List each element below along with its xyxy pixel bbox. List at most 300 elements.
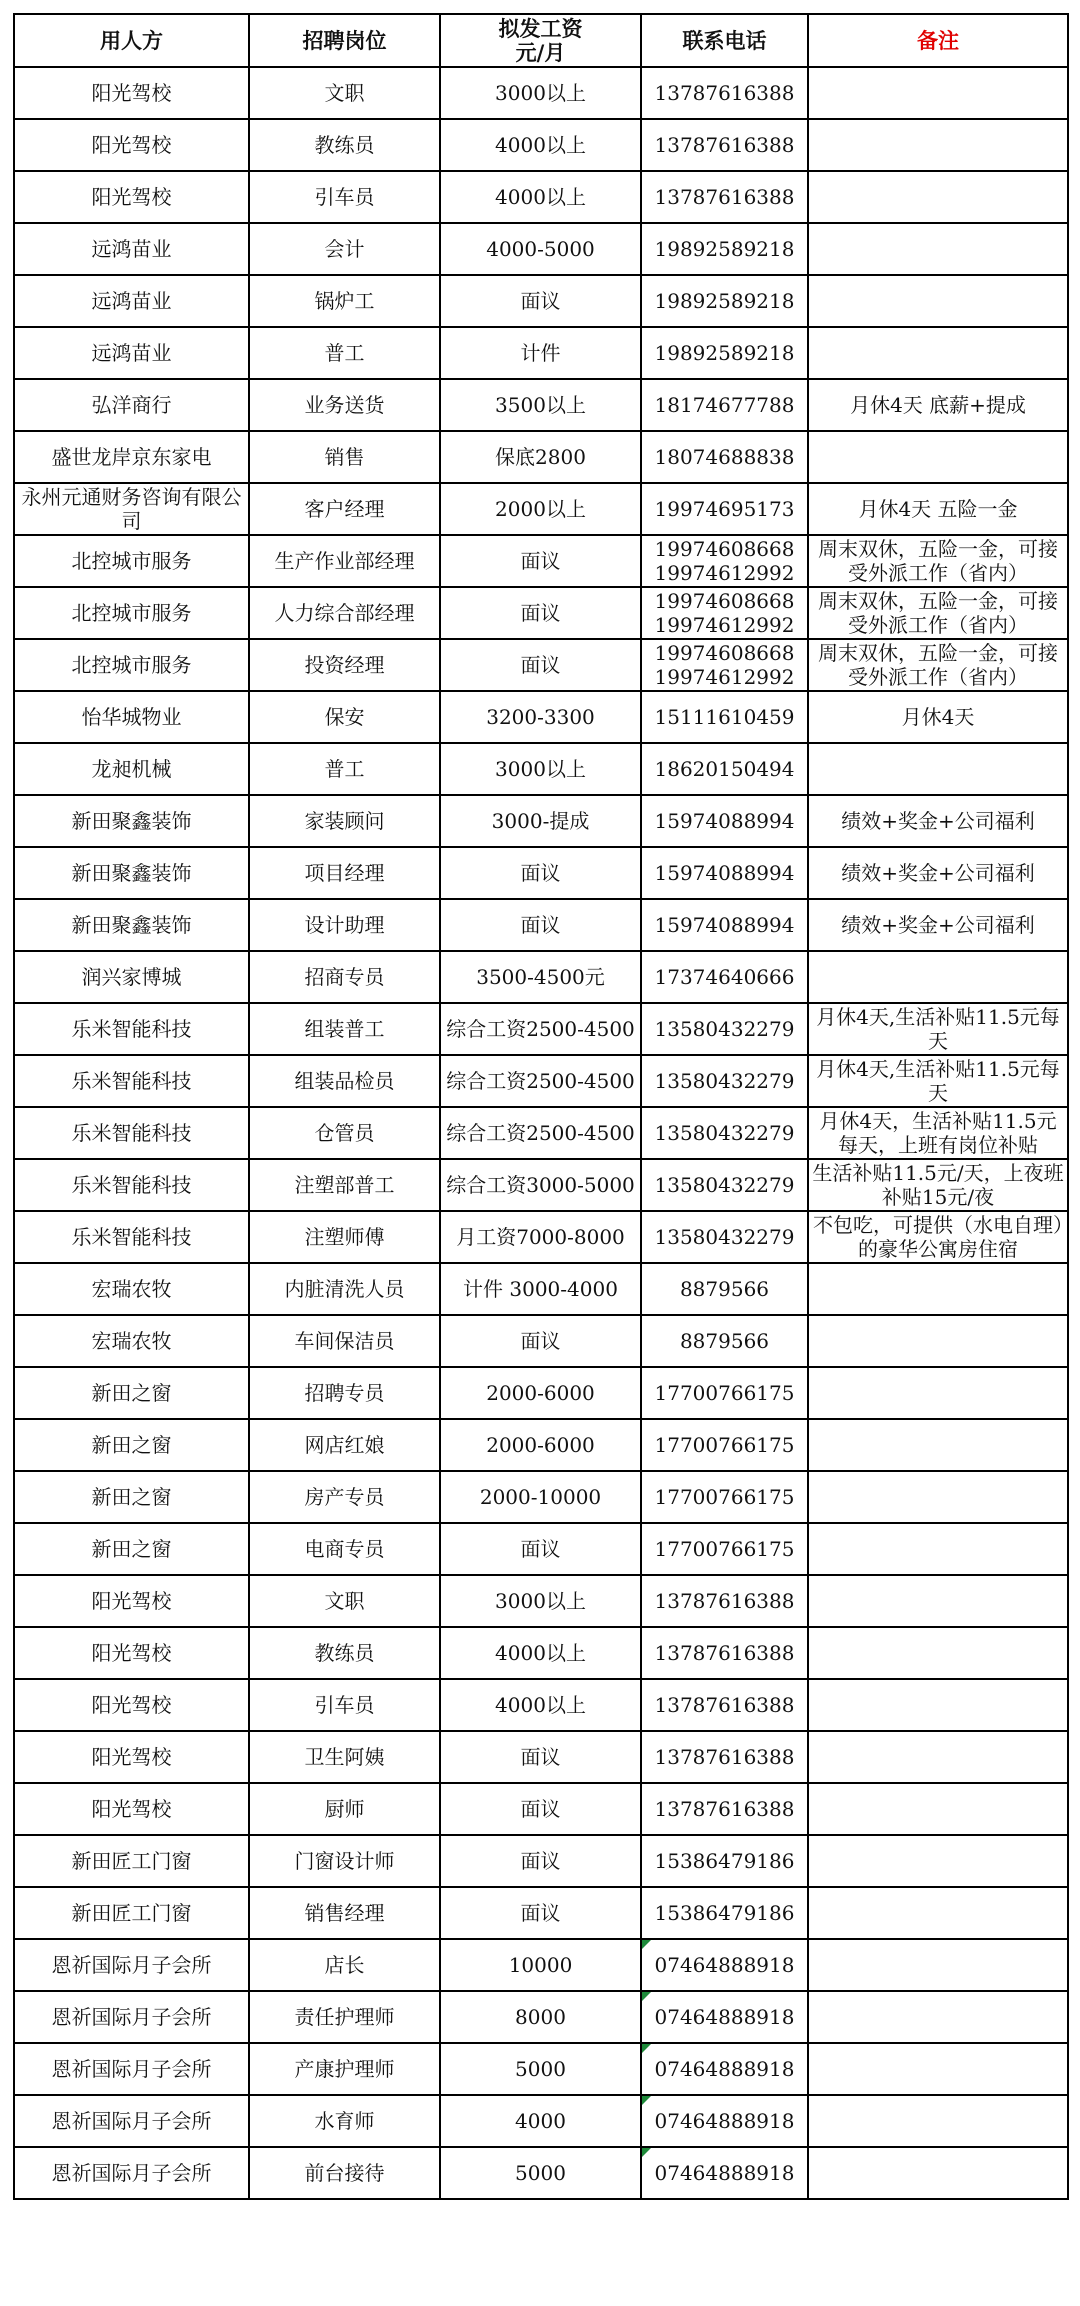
employer-cell: 新田匠工门窗 [14,1835,249,1887]
header-salary-line-1: 拟发工资 [498,15,583,41]
salary-cell: 综合工资2500-4500 [440,1055,641,1107]
phone-number: 15974088994 [654,913,795,937]
employer-cell: 阳光驾校 [14,119,249,171]
salary-cell: 面议 [440,1731,641,1783]
employer-cell: 乐米智能科技 [14,1107,249,1159]
position-cell: 普工 [249,743,440,795]
position-cell: 人力综合部经理 [249,587,440,639]
phone-number: 07464888918 [654,2005,795,2029]
phone-cell [641,275,808,327]
phone-number: 18620150494 [654,757,795,781]
employer-cell: 阳光驾校 [14,1783,249,1835]
salary-cell: 面议 [440,899,641,951]
phone-cell [641,1627,808,1679]
table-row [14,1003,1068,1055]
header-salary-line-2: 元/月 [515,39,566,65]
employer-cell: 乐米智能科技 [14,1159,249,1211]
phone-number: 13580432279 [654,1173,795,1197]
position-cell: 家装顾问 [249,795,440,847]
phone-number: 15974088994 [654,809,795,833]
phone-cell [641,1679,808,1731]
phone-number: 17374640666 [654,965,795,989]
phone-number: 17700766175 [654,1433,795,1457]
position-cell: 锅炉工 [249,275,440,327]
phone-cell [641,1991,808,2043]
salary-cell: 4000以上 [440,1679,641,1731]
phone-number: 19892589218 [654,341,795,365]
table-header-row [14,14,1068,67]
table-row [14,1523,1068,1575]
table-row [14,587,1068,639]
phone-cell [641,795,808,847]
phone-cell [641,67,808,119]
phone-number: 17700766175 [654,1485,795,1509]
phone-cell [641,1055,808,1107]
salary-cell: 月工资7000-8000 [440,1211,641,1263]
phone-number: 13787616388 [654,133,795,157]
salary-cell: 3000以上 [440,67,641,119]
table-row [14,2147,1068,2199]
note-cell: 不包吃，可提供（水电自理）的豪华公寓房住宿 [808,1211,1068,1263]
table-row [14,327,1068,379]
salary-cell: 2000-10000 [440,1471,641,1523]
table-row [14,1575,1068,1627]
note-cell: 绩效+奖金+公司福利 [808,795,1068,847]
note-cell [808,743,1068,795]
phone-number: 15386479186 [654,1901,795,1925]
salary-cell: 8000 [440,1991,641,2043]
position-cell: 普工 [249,327,440,379]
phone-cell [641,847,808,899]
employer-cell: 新田聚鑫装饰 [14,899,249,951]
position-cell: 责任护理师 [249,1991,440,2043]
header-position: 招聘岗位 [249,14,440,67]
employer-cell: 宏瑞农牧 [14,1263,249,1315]
table-row [14,67,1068,119]
position-cell: 产康护理师 [249,2043,440,2095]
table-row [14,379,1068,431]
phone-cell [641,691,808,743]
phone-number: 8879566 [679,1329,770,1353]
salary-cell: 3200-3300 [440,691,641,743]
phone-cell [641,587,808,639]
salary-cell: 面议 [440,639,641,691]
phone-number: 19974695173 [654,497,795,521]
position-cell: 水育师 [249,2095,440,2147]
phone-cell [641,1107,808,1159]
phone-cell [641,2095,808,2147]
table-row [14,1107,1068,1159]
phone-number: 07464888918 [654,2109,795,2133]
phone-cell [641,1523,808,1575]
note-cell: 周末双休，五险一金，可接受外派工作（省内） [808,639,1068,691]
phone-cell [641,1419,808,1471]
salary-cell: 面议 [440,275,641,327]
phone-number: 8879566 [679,1277,770,1301]
position-cell: 销售经理 [249,1887,440,1939]
salary-cell: 10000 [440,1939,641,1991]
note-cell: 绩效+奖金+公司福利 [808,899,1068,951]
employer-cell: 新田之窗 [14,1419,249,1471]
table-row [14,1159,1068,1211]
phone-number: 13787616388 [654,1797,795,1821]
table-row [14,483,1068,535]
salary-cell: 5000 [440,2147,641,2199]
employer-cell: 阳光驾校 [14,1731,249,1783]
salary-cell: 面议 [440,1887,641,1939]
table-row [14,743,1068,795]
note-cell: 月休4天 底薪+提成 [808,379,1068,431]
employer-cell: 恩祈国际月子会所 [14,2095,249,2147]
table-row [14,1419,1068,1471]
employer-cell: 阳光驾校 [14,1627,249,1679]
note-cell: 月休4天 五险一金 [808,483,1068,535]
salary-cell: 面议 [440,587,641,639]
header-note: 备注 [808,14,1068,67]
phone-number: 19974612992 [654,613,795,637]
employer-cell: 新田匠工门窗 [14,1887,249,1939]
employer-cell: 新田聚鑫装饰 [14,847,249,899]
employer-cell: 怡华城物业 [14,691,249,743]
position-cell: 生产作业部经理 [249,535,440,587]
salary-cell: 面议 [440,1315,641,1367]
phone-number: 15111610459 [654,705,795,729]
position-cell: 网店红娘 [249,1419,440,1471]
phone-cell [641,743,808,795]
note-cell [808,1835,1068,1887]
salary-cell: 计件 [440,327,641,379]
table-row [14,795,1068,847]
employer-cell: 新田之窗 [14,1523,249,1575]
phone-cell [641,951,808,1003]
phone-cell [641,1471,808,1523]
salary-cell: 综合工资2500-4500 [440,1107,641,1159]
table-row [14,2095,1068,2147]
employer-cell: 远鸿苗业 [14,223,249,275]
header-salary [440,14,641,67]
salary-cell: 计件 3000-4000 [440,1263,641,1315]
note-cell [808,1575,1068,1627]
salary-cell: 4000-5000 [440,223,641,275]
note-cell: 月休4天,生活补贴11.5元每天 [808,1055,1068,1107]
header-phone: 联系电话 [641,14,808,67]
note-cell [808,2095,1068,2147]
phone-number: 19974612992 [654,665,795,689]
table-row [14,847,1068,899]
note-cell [808,1523,1068,1575]
employer-cell: 阳光驾校 [14,171,249,223]
phone-cell [641,119,808,171]
phone-number: 19974608668 [654,537,795,561]
salary-cell: 3000以上 [440,1575,641,1627]
position-cell: 文职 [249,1575,440,1627]
phone-cell [641,327,808,379]
table-row [14,639,1068,691]
table-row [14,1367,1068,1419]
position-cell: 引车员 [249,1679,440,1731]
salary-cell: 2000-6000 [440,1419,641,1471]
note-cell [808,223,1068,275]
position-cell: 引车员 [249,171,440,223]
table-row [14,1731,1068,1783]
table-row [14,1939,1068,1991]
position-cell: 招商专员 [249,951,440,1003]
note-cell [808,1731,1068,1783]
employer-cell: 新田之窗 [14,1367,249,1419]
position-cell: 前台接待 [249,2147,440,2199]
phone-cell [641,1211,808,1263]
note-cell [808,951,1068,1003]
position-cell: 车间保洁员 [249,1315,440,1367]
note-cell [808,1887,1068,1939]
phone-number: 18174677788 [654,393,795,417]
position-cell: 文职 [249,67,440,119]
position-cell: 教练员 [249,1627,440,1679]
employer-cell: 恩祈国际月子会所 [14,2043,249,2095]
employer-cell: 阳光驾校 [14,1679,249,1731]
employer-cell: 远鸿苗业 [14,327,249,379]
position-cell: 业务送货 [249,379,440,431]
phone-number: 07464888918 [654,1953,795,1977]
salary-cell: 面议 [440,847,641,899]
table-row [14,951,1068,1003]
table-row [14,1471,1068,1523]
note-cell: 月休4天,生活补贴11.5元每天 [808,1003,1068,1055]
phone-number: 17700766175 [654,1381,795,1405]
phone-cell [641,1315,808,1367]
phone-cell [641,379,808,431]
note-cell [808,67,1068,119]
recruitment-table [13,13,1069,2200]
table-row [14,119,1068,171]
employer-cell: 北控城市服务 [14,639,249,691]
position-cell: 销售 [249,431,440,483]
note-cell [808,1991,1068,2043]
phone-cell [641,1263,808,1315]
table-row [14,1679,1068,1731]
salary-cell: 3000-提成 [440,795,641,847]
table-row [14,1783,1068,1835]
phone-cell [641,1783,808,1835]
phone-cell [641,1367,808,1419]
position-cell: 组装普工 [249,1003,440,1055]
note-cell: 周末双休，五险一金，可接受外派工作（省内） [808,587,1068,639]
phone-cell [641,535,808,587]
note-cell [808,1627,1068,1679]
position-cell: 内脏清洗人员 [249,1263,440,1315]
employer-cell: 乐米智能科技 [14,1003,249,1055]
salary-cell: 5000 [440,2043,641,2095]
table-row [14,1315,1068,1367]
salary-cell: 面议 [440,1783,641,1835]
note-cell [808,119,1068,171]
note-cell [808,431,1068,483]
employer-cell: 宏瑞农牧 [14,1315,249,1367]
note-cell: 绩效+奖金+公司福利 [808,847,1068,899]
phone-number: 15386479186 [654,1849,795,1873]
phone-number: 13787616388 [654,81,795,105]
table-row [14,2043,1068,2095]
employer-cell: 阳光驾校 [14,67,249,119]
phone-cell [641,899,808,951]
employer-cell: 新田之窗 [14,1471,249,1523]
phone-cell [641,431,808,483]
position-cell: 注塑部普工 [249,1159,440,1211]
phone-number: 15974088994 [654,861,795,885]
table-row [14,431,1068,483]
table-row [14,535,1068,587]
table-body [14,67,1068,2199]
phone-cell [641,1731,808,1783]
phone-cell [641,2043,808,2095]
phone-number: 13580432279 [654,1121,795,1145]
salary-cell: 2000-6000 [440,1367,641,1419]
phone-number: 18074688838 [654,445,795,469]
salary-cell: 综合工资2500-4500 [440,1003,641,1055]
employer-cell: 龙昶机械 [14,743,249,795]
salary-cell: 3000以上 [440,743,641,795]
table-row [14,691,1068,743]
table-row [14,275,1068,327]
salary-cell: 综合工资3000-5000 [440,1159,641,1211]
phone-cell [641,1887,808,1939]
position-cell: 投资经理 [249,639,440,691]
salary-cell: 保底2800 [440,431,641,483]
note-cell [808,1367,1068,1419]
position-cell: 门窗设计师 [249,1835,440,1887]
phone-cell [641,1835,808,1887]
position-cell: 会计 [249,223,440,275]
phone-number: 19974608668 [654,589,795,613]
position-cell: 仓管员 [249,1107,440,1159]
note-cell [808,327,1068,379]
employer-cell: 阳光驾校 [14,1575,249,1627]
position-cell: 店长 [249,1939,440,1991]
salary-cell: 4000 [440,2095,641,2147]
table-row [14,1263,1068,1315]
employer-cell: 北控城市服务 [14,587,249,639]
employer-cell: 盛世龙岸京东家电 [14,431,249,483]
note-cell: 生活补贴11.5元/天，上夜班补贴15元/夜 [808,1159,1068,1211]
position-cell: 招聘专员 [249,1367,440,1419]
salary-cell: 3500-4500元 [440,951,641,1003]
table-row [14,899,1068,951]
position-cell: 房产专员 [249,1471,440,1523]
position-cell: 电商专员 [249,1523,440,1575]
phone-number: 13787616388 [654,1745,795,1769]
phone-number: 17700766175 [654,1537,795,1561]
table-row [14,1887,1068,1939]
phone-number: 07464888918 [654,2057,795,2081]
note-cell [808,1471,1068,1523]
phone-cell [641,1003,808,1055]
phone-number: 13787616388 [654,1641,795,1665]
note-cell [808,2147,1068,2199]
note-cell [808,1679,1068,1731]
employer-cell: 远鸿苗业 [14,275,249,327]
phone-number: 13580432279 [654,1225,795,1249]
employer-cell: 润兴家博城 [14,951,249,1003]
phone-number: 07464888918 [654,2161,795,2185]
note-cell [808,1419,1068,1471]
header-employer: 用人方 [14,14,249,67]
note-cell: 周末双休，五险一金，可接受外派工作（省内） [808,535,1068,587]
table-row [14,1991,1068,2043]
employer-cell: 永州元通财务咨询有限公司 [14,483,249,535]
salary-cell: 4000以上 [440,171,641,223]
note-cell: 月休4天，生活补贴11.5元每天，上班有岗位补贴 [808,1107,1068,1159]
table-row [14,1835,1068,1887]
salary-cell: 面议 [440,1835,641,1887]
employer-cell: 新田聚鑫装饰 [14,795,249,847]
note-cell [808,2043,1068,2095]
table-row [14,171,1068,223]
employer-cell: 乐米智能科技 [14,1211,249,1263]
phone-cell [641,483,808,535]
position-cell: 保安 [249,691,440,743]
employer-cell: 弘洋商行 [14,379,249,431]
phone-number: 19892589218 [654,289,795,313]
phone-number: 19974612992 [654,561,795,585]
phone-number: 19974608668 [654,641,795,665]
position-cell: 教练员 [249,119,440,171]
note-cell [808,275,1068,327]
note-cell: 月休4天 [808,691,1068,743]
table-row [14,1627,1068,1679]
phone-cell [641,223,808,275]
note-cell [808,1939,1068,1991]
table-row [14,223,1068,275]
position-cell: 客户经理 [249,483,440,535]
position-cell: 厨师 [249,1783,440,1835]
phone-cell [641,1939,808,1991]
phone-cell [641,1575,808,1627]
phone-number: 13580432279 [654,1017,795,1041]
phone-number: 19892589218 [654,237,795,261]
phone-number: 13787616388 [654,1589,795,1613]
salary-cell: 4000以上 [440,1627,641,1679]
salary-cell: 面议 [440,1523,641,1575]
phone-number: 13580432279 [654,1069,795,1093]
position-cell: 卫生阿姨 [249,1731,440,1783]
table-row [14,1055,1068,1107]
employer-cell: 恩祈国际月子会所 [14,1939,249,1991]
salary-cell: 3500以上 [440,379,641,431]
note-cell [808,1315,1068,1367]
salary-cell: 4000以上 [440,119,641,171]
salary-cell: 2000以上 [440,483,641,535]
phone-cell [641,171,808,223]
salary-cell: 面议 [440,535,641,587]
phone-cell [641,1159,808,1211]
employer-cell: 乐米智能科技 [14,1055,249,1107]
phone-cell [641,639,808,691]
note-cell [808,1263,1068,1315]
phone-number: 13787616388 [654,185,795,209]
employer-cell: 北控城市服务 [14,535,249,587]
note-cell [808,171,1068,223]
employer-cell: 恩祈国际月子会所 [14,1991,249,2043]
position-cell: 项目经理 [249,847,440,899]
note-cell [808,1783,1068,1835]
recruitment-table-sheet [13,13,1069,2200]
employer-cell: 恩祈国际月子会所 [14,2147,249,2199]
phone-number: 13787616388 [654,1693,795,1717]
phone-cell [641,2147,808,2199]
position-cell: 设计助理 [249,899,440,951]
position-cell: 组装品检员 [249,1055,440,1107]
table-row [14,1211,1068,1263]
